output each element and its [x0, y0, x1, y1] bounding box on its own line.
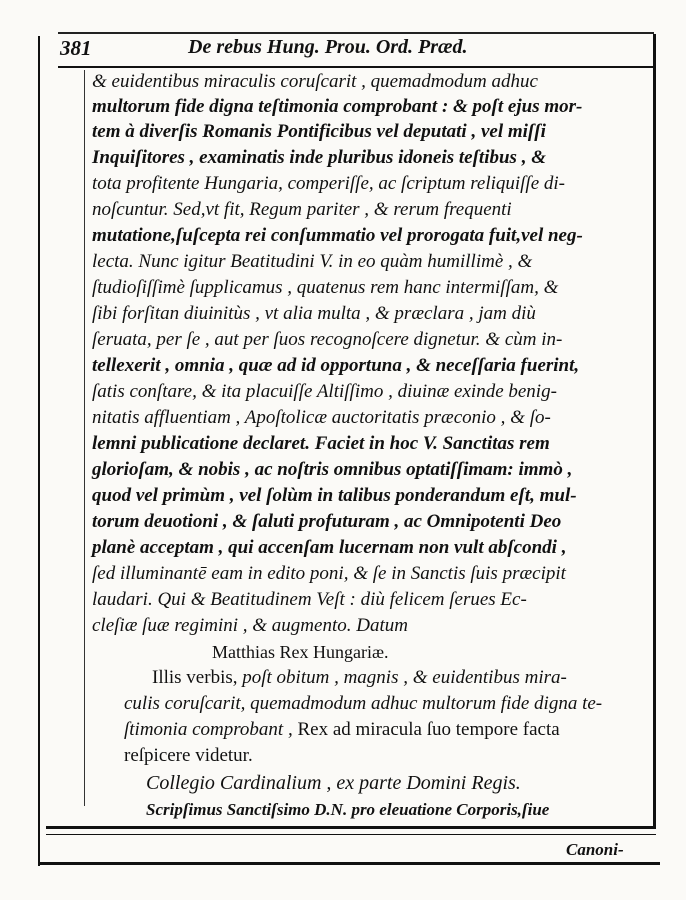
text-line: laudari. Qui & Beatitudinem Veſt : diù felicem ſerues Ec- [92, 589, 527, 610]
text-line: glorioſam, & nobis , ac noſtris omnibus optatiſſimam: immò , [92, 459, 573, 480]
text-line: planè acceptam , qui accenſam lucernam non vult abſcondi , [92, 537, 567, 558]
text-line: mutatione,ſuſcepta rei conſummatio vel prorogata fuit,vel neg- [92, 225, 583, 246]
catchword: Canoni- [566, 840, 624, 859]
text-line: lemni publicatione declaret. Faciet in hoc V. Sanctitas rem [92, 433, 550, 454]
running-head: De rebus Hung. Prou. Ord. Præd. [188, 36, 468, 58]
text-line: multorum fide digna teſtimonia comprobant : & poſt ejus mor- [92, 96, 583, 117]
page-number: 381 [60, 36, 92, 60]
text-line: ſatis conſtare, & ita placuiſſe Altiſſimo , diuinæ exinde benig- [92, 381, 557, 402]
comment-line [152, 666, 567, 690]
right-border [653, 34, 656, 826]
bottom-rule-thin [46, 834, 656, 835]
inner-margin-line [84, 70, 85, 806]
text-line: noſcuntur. Sed,vt fit, Regum pariter , & rerum frequenti [92, 199, 512, 220]
comment-line [124, 718, 560, 742]
top-border [58, 32, 654, 34]
left-border [38, 36, 40, 866]
text-line: lecta. Nunc igitur Beatitudini V. in eo quàm humillimè , & [92, 251, 533, 272]
bottom-rule [46, 826, 656, 829]
text-line: quod vel primùm , vel ſolùm in talibus ponderandum eſt, mul- [92, 485, 577, 506]
text-line: Inquiſitores , examinatis inde pluribus idoneis teſtibus , & [92, 147, 546, 168]
text-line: cleſiæ ſuæ regimini , & augmento. Datum [92, 615, 408, 636]
text-line: ſeruata, per ſe , aut per ſuos recognoſcere dignetur. & cùm in- [92, 329, 563, 350]
comment-roman: Illis verbis, [152, 667, 243, 688]
text-line: ſibi forſitan diuinitùs , vt alia multa , & præclara , jam diù [92, 303, 536, 324]
text-line: tellexerit , omnia , quæ ad id opportuna , & neceſſaria fuerint, [92, 355, 580, 376]
comment-quote: ſtimonia comprobant , [124, 719, 298, 740]
header-rule [58, 66, 654, 68]
text-line: torum deuotioni , & ſaluti profuturam , ac Omnipotenti Deo [92, 511, 562, 532]
signature: Matthias Rex Hungariæ. [212, 642, 389, 662]
text-line: & euidentibus miraculis coruſcarit , quemadmodum adhuc [92, 71, 538, 92]
comment-line: culis coruſcarit, quemadmodum adhuc multorum fide digna te- [124, 693, 603, 714]
last-line: Scripſimus Sanctiſsimo D.N. pro eleuatione Corporis,ſiue [146, 800, 550, 819]
text-line: ſtudioſiſſimè ſupplicamus , quatenus rem hanc intermiſſam, & [92, 277, 559, 298]
text-line: tem à diverſis Romanis Pontificibus vel deputati , vel miſſi [92, 121, 546, 142]
comment-quote: poſt obitum , magnis , & euidentibus mira- [242, 667, 567, 688]
comment-roman: Rex ad miracula ſuo tempore facta [297, 719, 560, 740]
footer-rule [40, 862, 660, 865]
section-heading: Collegio Cardinalium , ex parte Domini Regis. [146, 772, 521, 794]
text-line: ſed illuminantē eam in edito poni, & ſe in Sanctis ſuis præcipit [92, 563, 566, 584]
text-line: tota profitente Hungaria, comperiſſe, ac ſcriptum reliquiſſe di- [92, 173, 565, 194]
comment-line: reſpicere videtur. [124, 745, 253, 766]
text-line: nitatis affluentiam , Apoſtolicæ auctoritatis præconio , & ſo- [92, 407, 551, 428]
